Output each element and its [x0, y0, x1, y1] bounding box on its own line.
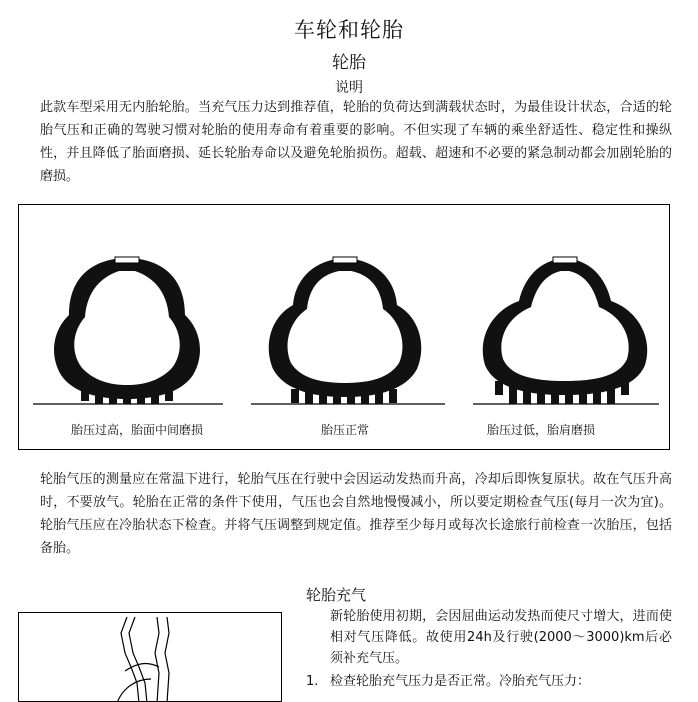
- list-item: [306, 670, 590, 689]
- inflation-figure: [18, 612, 282, 702]
- caption-normal: 胎压正常: [320, 423, 369, 437]
- list-number: 1.: [306, 674, 319, 689]
- tire-diagrams: [19, 205, 671, 451]
- tire-pressure-figure: [18, 204, 670, 450]
- tire-normal: [269, 257, 422, 404]
- inflation-section-title: 轮胎充气: [306, 586, 367, 604]
- pressure-paragraph: 轮胎气压的测量应在常温下进行，轮胎气压在行驶中会因运动发热而升高，冷却后即恢复原状。故在气压升高时，不要放气。轮胎在正常的条件下使用，气压也会自然地慢慢减小，所以要定期检查气压(每月一次为宜)。轮胎气压应在冷胎状态下检查。并将气压调整到规定值。推荐至少每月或每次长途旅行前检查一次胎压，包括备胎。: [40, 472, 672, 556]
- tire-over-inflated: [54, 257, 200, 404]
- caption-under-inflated: 胎压过低，胎肩磨损: [486, 423, 595, 437]
- page-title: 车轮和轮胎: [294, 18, 404, 42]
- sub-heading: 说明: [335, 80, 363, 96]
- inflation-diagram: [19, 613, 282, 702]
- list-text: 检查轮胎充气压力是否正常。冷胎充气压力：: [330, 674, 591, 689]
- section-title: 轮胎: [332, 53, 366, 73]
- tire-under-inflated: [483, 257, 647, 404]
- caption-over-inflated: 胎压过高，胎面中间磨损: [70, 423, 203, 437]
- inflation-paragraph: 新轮胎使用初期，会因屈曲运动发热而使尺寸增大，进而使相对气压降低。故使用24h及行驶(2000～3000)km后必须补充气压。: [330, 609, 672, 666]
- intro-paragraph: 此款车型采用无内胎轮胎。当充气压力达到推荐值，轮胎的负荷达到满载状态时，为最佳设计状态，合适的轮胎气压和正确的驾驶习惯对轮胎的使用寿命有着重要的影响。不但实现了车辆的乘坐舒适性、稳定性和操纵性，并且降低了胎面磨损、延长轮胎寿命以及避免轮胎损伤。超载、超速和不必要的紧急制动都会加剧轮胎的磨损。: [40, 100, 672, 184]
